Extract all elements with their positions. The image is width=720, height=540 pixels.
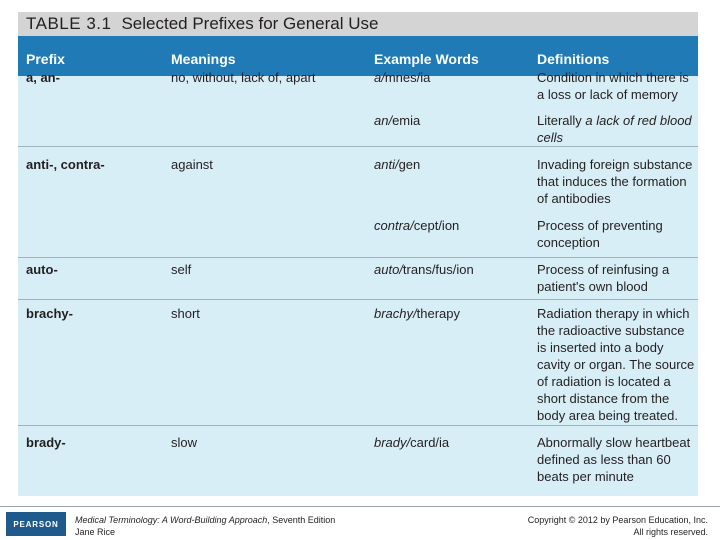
example-rest-part: gen bbox=[398, 157, 421, 172]
example-rest-part: emia bbox=[392, 113, 421, 128]
meaning-cell: slow bbox=[171, 435, 198, 450]
example-word-cell bbox=[374, 69, 430, 86]
header-prefix: Prefix bbox=[26, 51, 65, 67]
definition-cell: Abnormally slow heartbeat defined as less than 60 beats per minute bbox=[537, 435, 691, 484]
prefix-cell: a, an- bbox=[26, 70, 60, 85]
row-divider bbox=[18, 299, 698, 300]
row-divider bbox=[18, 257, 698, 258]
example-word-cell bbox=[374, 434, 449, 451]
example-rest-part: cept/ion bbox=[413, 218, 460, 233]
copyright-text: Copyright © 2012 by Pearson Education, Inc. bbox=[527, 515, 708, 525]
example-word-cell bbox=[374, 112, 420, 129]
example-prefix-part: an/ bbox=[374, 113, 393, 128]
meaning-cell: no, without, lack of, apart bbox=[171, 70, 316, 85]
example-prefix-part: contra/ bbox=[374, 218, 414, 233]
example-prefix-part: brady/ bbox=[374, 435, 411, 450]
book-author: Jane Rice bbox=[75, 527, 116, 537]
example-rest-part: therapy bbox=[416, 306, 461, 321]
meaning-cell: short bbox=[171, 306, 200, 321]
definition-cell: Process of reinfusing a patient's own blood bbox=[537, 262, 670, 294]
definition-cell: Condition in which there is a loss or lack of memory bbox=[537, 70, 689, 102]
table-title-text: Selected Prefixes for General Use bbox=[121, 14, 379, 33]
example-rest-part: mnes/ia bbox=[384, 70, 431, 85]
definition-cell: Process of preventing conception bbox=[537, 218, 663, 250]
prefix-cell: anti-, contra- bbox=[26, 157, 105, 172]
prefix-cell: brachy- bbox=[26, 306, 73, 321]
prefix-cell: brady- bbox=[26, 435, 66, 450]
definition-plain-part: Literally bbox=[537, 113, 586, 128]
pearson-logo: PEARSON bbox=[6, 512, 66, 536]
slide-footer bbox=[0, 502, 720, 540]
footer-divider bbox=[0, 506, 720, 507]
header-example-words: Example Words bbox=[374, 51, 479, 67]
row-divider bbox=[18, 146, 698, 147]
example-word-cell bbox=[374, 305, 460, 322]
rights-text: All rights reserved. bbox=[633, 527, 708, 537]
prefix-table bbox=[18, 12, 698, 496]
example-rest-part: trans/fus/ion bbox=[402, 262, 474, 277]
definition-cell: Radiation therapy in which the radioactive substance is inserted into a body cavity or organ. The source of radiation is located a short distance from the body area being treated. bbox=[537, 306, 695, 423]
meaning-cell: against bbox=[171, 157, 213, 172]
example-word-cell bbox=[374, 261, 474, 278]
example-rest-part: card/ia bbox=[410, 435, 450, 450]
example-prefix-part: anti/ bbox=[374, 157, 399, 172]
footer-citation bbox=[75, 514, 335, 538]
footer-copyright bbox=[528, 514, 708, 538]
example-prefix-part: auto/ bbox=[374, 262, 403, 277]
definition-italic-part: a lack of red blood cells bbox=[537, 113, 692, 145]
row-divider bbox=[18, 425, 698, 426]
book-citation bbox=[75, 514, 335, 526]
example-word-cell bbox=[374, 156, 420, 173]
example-prefix-part: brachy/ bbox=[374, 306, 417, 321]
meaning-cell: self bbox=[171, 262, 192, 277]
header-definitions: Definitions bbox=[537, 51, 610, 67]
example-prefix-part: a/ bbox=[374, 70, 385, 85]
example-word-cell bbox=[374, 217, 459, 234]
book-edition: , Seventh Edition bbox=[267, 515, 336, 525]
definition-cell: Invading foreign substance that induces the formation of antibodies bbox=[537, 157, 693, 206]
book-title: Medical Terminology: A Word-Building Approach bbox=[75, 515, 268, 525]
table-title bbox=[26, 14, 378, 34]
header-meanings: Meanings bbox=[171, 51, 236, 67]
definition-cell bbox=[537, 112, 697, 146]
prefix-cell: auto- bbox=[26, 262, 58, 277]
table-title-bar bbox=[18, 12, 698, 36]
table-label: TABLE 3.1 bbox=[26, 14, 112, 33]
